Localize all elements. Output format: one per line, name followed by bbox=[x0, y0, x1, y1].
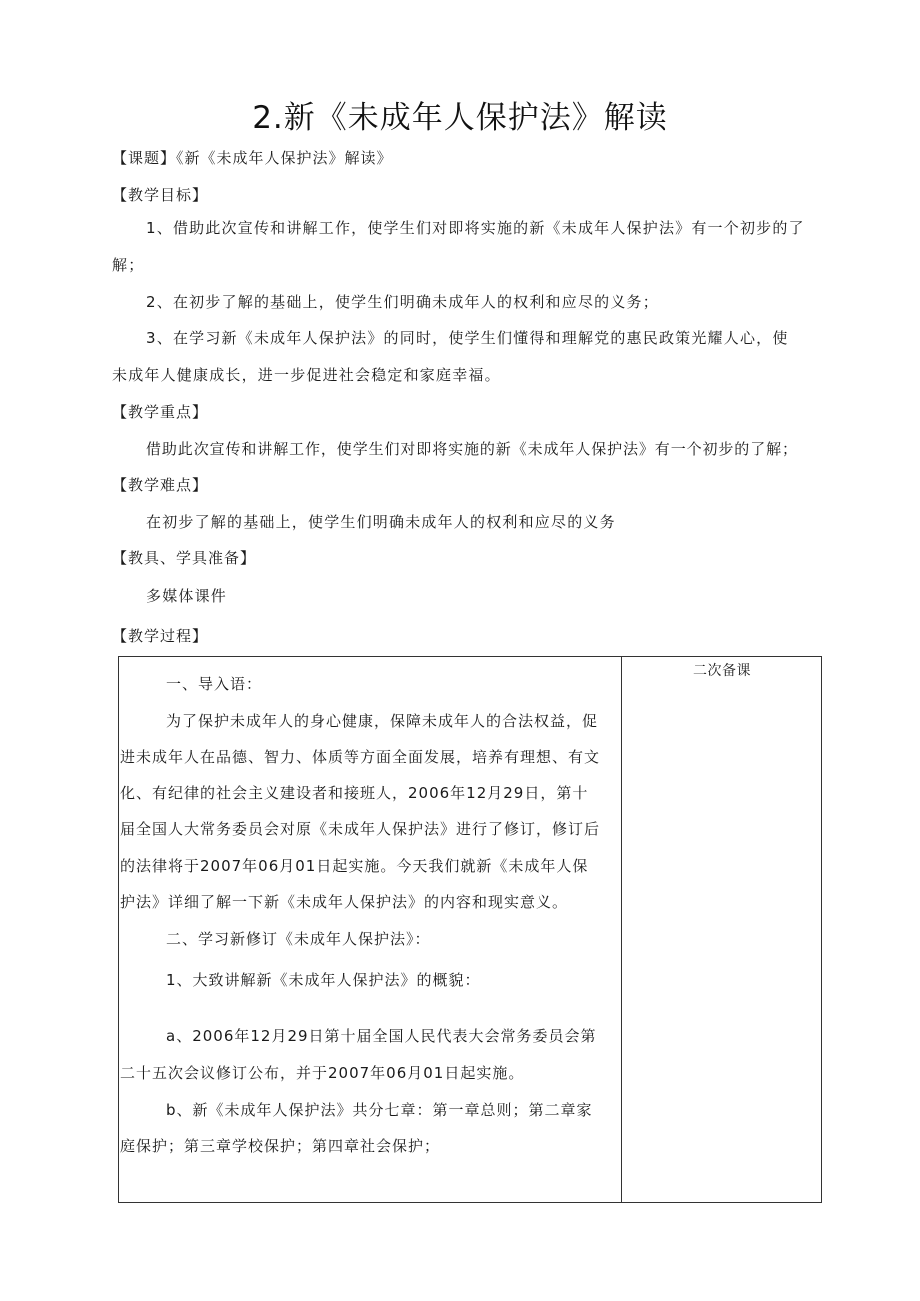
page-title: 2.新《未成年人保护法》解读 bbox=[252, 100, 668, 136]
topic-line: 【课题】《新《未成年人保护法》解读》 bbox=[112, 149, 393, 167]
materials-text: 多媒体课件 bbox=[146, 587, 228, 605]
materials-heading: 【教具、学具准备】 bbox=[112, 549, 257, 567]
process-table-divider bbox=[621, 656, 622, 1203]
process-line: 二十五次会议修订公布，并于2007年06月01日起实施。 bbox=[120, 1064, 525, 1082]
difficulties-heading: 【教学难点】 bbox=[112, 476, 209, 494]
process-line: 届全国人大常务委员会对原《未成年人保护法》进行了修订，修订后 bbox=[120, 820, 601, 838]
objective-item-1-line-2: 解； bbox=[112, 256, 145, 274]
objective-item-1-line-1: 1、借助此次宣传和讲解工作，使学生们对即将实施的新《未成年人保护法》有一个初步的了 bbox=[146, 219, 805, 237]
difficulties-text: 在初步了解的基础上，使学生们明确未成年人的权利和应尽的义务 bbox=[146, 513, 616, 531]
process-line: 的法律将于2007年06月01日起实施。今天我们就新《未成年人保 bbox=[120, 857, 589, 875]
side-column-title: 二次备课 bbox=[693, 663, 751, 679]
objective-item-2: 2、在初步了解的基础上，使学生们明确未成年人的权利和应尽的义务； bbox=[146, 293, 659, 311]
process-line: 1、大致讲解新《未成年人保护法》的概貌： bbox=[166, 971, 481, 989]
process-line: 化、有纪律的社会主义建设者和接班人，2006年12月29日，第十 bbox=[120, 784, 589, 802]
process-line: b、新《未成年人保护法》共分七章：第一章总则；第二章家 bbox=[166, 1101, 593, 1119]
process-line: 护法》详细了解一下新《未成年人保护法》的内容和现实意义。 bbox=[120, 893, 569, 911]
process-line: 庭保护；第三章学校保护；第四章社会保护； bbox=[120, 1137, 441, 1155]
process-line: 二、学习新修订《未成年人保护法》： bbox=[166, 930, 431, 948]
objective-item-3-line-1: 3、在学习新《未成年人保护法》的同时，使学生们懂得和理解党的惠民政策光耀人心，使 bbox=[146, 329, 789, 347]
process-line: 一、导入语： bbox=[166, 675, 263, 693]
process-heading: 【教学过程】 bbox=[112, 627, 209, 645]
objective-item-3-line-2: 未成年人健康成长，进一步促进社会稳定和家庭幸福。 bbox=[112, 366, 501, 384]
process-line: 为了保护未成年人的身心健康，保障未成年人的合法权益，促 bbox=[166, 712, 599, 730]
process-line: 进未成年人在品德、智力、体质等方面全面发展，培养有理想、有文 bbox=[120, 748, 601, 766]
key-points-text: 借助此次宣传和讲解工作，使学生们对即将实施的新《未成年人保护法》有一个初步的了解； bbox=[146, 440, 798, 458]
process-line: a、2006年12月29日第十届全国人民代表大会常务委员会第 bbox=[166, 1027, 597, 1045]
key-points-heading: 【教学重点】 bbox=[112, 403, 209, 421]
objectives-heading: 【教学目标】 bbox=[112, 186, 209, 204]
